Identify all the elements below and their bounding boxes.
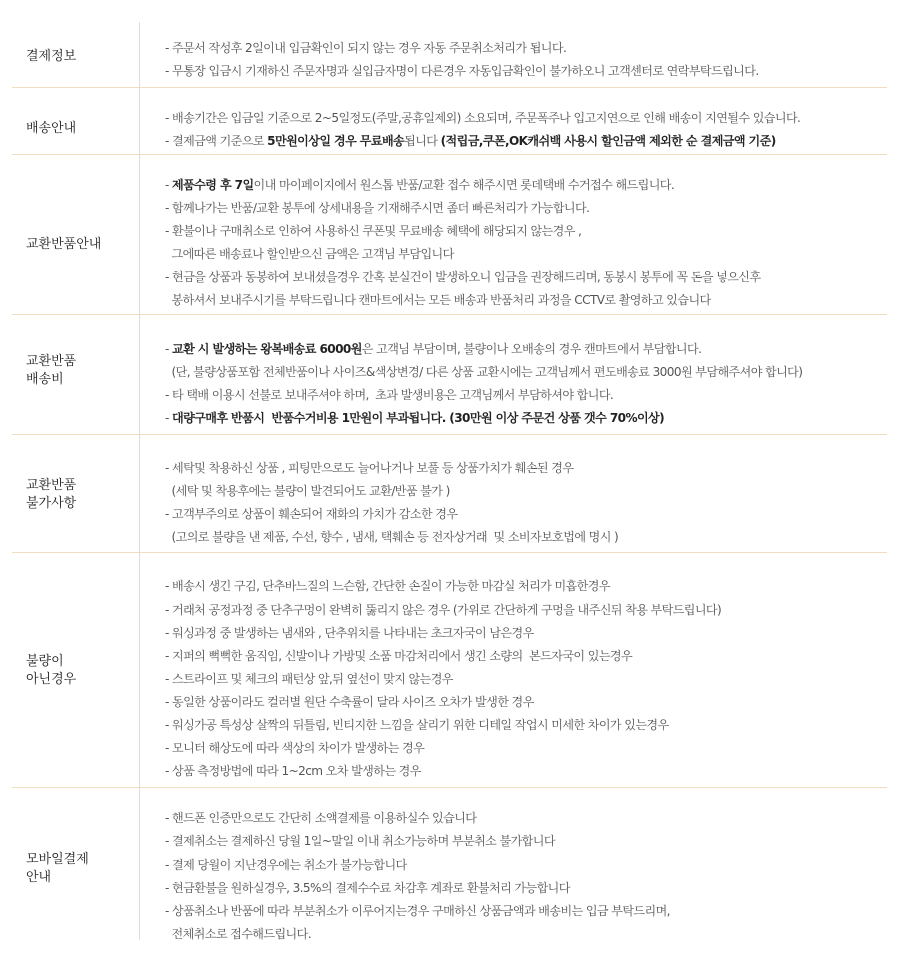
info-line: 전체취소로 접수해드립니다. — [165, 927, 311, 941]
info-line: - 현금을 상품과 동봉하여 보내셨을경우 간혹 분실건이 발생하오니 입금을 권장해드리며, 동봉시 봉투에 꼭 돈을 넣으신후 — [165, 270, 761, 284]
info-line: - 동일한 상품이라도 컬러별 원단 수축률이 달라 사이즈 오차가 발생한 경우 — [165, 695, 534, 709]
emphasis-text: 5만원이상일 경우 무료배송 — [267, 134, 405, 148]
emphasis-text: 대량구매후 반품시 반품수거비용 1만원이 부과됩니다. (30만원 이상 주문건 상품 갯수 70%이상) — [172, 411, 665, 425]
column-divider — [139, 87, 140, 154]
section-divider — [12, 154, 887, 155]
info-line: 그에따른 배송료나 할인받으신 금액은 고객님 부담입니다 — [165, 247, 454, 261]
info-text: - 결제금액 기준으로 — [165, 134, 268, 148]
column-divider — [139, 314, 140, 434]
column-divider — [139, 787, 140, 940]
info-line: - 주문서 작성후 2일이내 입금확인이 되지 않는 경우 자동 주문취소처리가 됩니다. — [165, 41, 567, 55]
info-text: - — [165, 342, 173, 356]
info-line: 봉하셔서 보내주시기를 부탁드립니다 캔마트에서는 모든 배송과 반품처리 과정을 CCTV로 촬영하고 있습니다 — [165, 293, 711, 307]
section-title: 배송안내 — [26, 121, 77, 136]
section-title: 불량이 아닌경우 — [26, 654, 77, 687]
info-line: - 함께나가는 반품/교환 봉투에 상세내용을 기재해주시면 좀더 빠른처리가 가능합니다. — [165, 201, 590, 215]
info-line: - 워싱과정 중 발생하는 냄새와 , 단추위치를 나타내는 초크자국이 남은경우 — [165, 626, 534, 640]
section-title: 결제정보 — [26, 49, 77, 64]
section-divider — [12, 787, 887, 788]
info-text: 이내 마이페이지에서 원스톱 반품/교환 접수 해주시면 롯데택배 수거접수 해드립니다. — [253, 178, 675, 192]
info-text: 은 고객님 부담이며, 불량이나 오배송의 경우 캔마트에서 부담합니다. — [361, 342, 702, 356]
emphasis-text: 제품수령 후 7일 — [172, 178, 254, 192]
info-line: - 지퍼의 뻑뻑한 움직임, 신발이나 가방및 소품 마감처리에서 생긴 소량의 본드자국이 있는경우 — [165, 649, 633, 663]
info-line: - 결제취소는 결제하신 당월 1일~말일 이내 취소가능하며 부분취소 불가합니다 — [165, 834, 555, 848]
info-line: - 핸드폰 인증만으로도 간단히 소액결제를 이용하실수 있습니다 — [165, 811, 477, 825]
column-divider — [139, 22, 140, 87]
section-title: 모바일결제 안내 — [26, 852, 89, 885]
info-line — [165, 410, 664, 427]
emphasis-text: (적립금,쿠폰,OK캐쉬백 사용시 할인금액 제외한 순 결제금액 기준) — [440, 134, 776, 148]
info-line: - 거래처 공정과정 중 단추구멍이 완벽히 뚫리지 않은 경우 (가위로 간단하게 구멍을 내주신뒤 착용 부탁드립니다) — [165, 603, 722, 617]
section-divider — [12, 552, 887, 553]
info-line: - 배송시 생긴 구김, 단추바느질의 느슨함, 간단한 손질이 가능한 마감실 처리가 미흡한경우 — [165, 579, 610, 593]
section-title: 교환반품 불가사항 — [26, 478, 77, 511]
section-divider — [12, 314, 887, 315]
info-line: (고의로 불량을 낸 제품, 수선, 향수 , 냄새, 택훼손 등 전자상거래 및 소비자보호법에 명시 ) — [165, 530, 619, 544]
info-line: - 워싱가공 특성상 살짝의 뒤틀림, 빈티지한 느낌을 살리기 위한 디테일 작업시 미세한 차이가 있는경우 — [165, 718, 669, 732]
emphasis-text: 교환 시 발생하는 왕복배송료 6000원 — [172, 342, 362, 356]
info-text: - — [165, 411, 173, 425]
column-divider — [139, 552, 140, 787]
info-line — [165, 341, 701, 358]
section-divider — [12, 434, 887, 435]
info-line: - 고객부주의로 상품이 훼손되어 재화의 가치가 감소한 경우 — [165, 507, 458, 521]
section-title: 교환반품 배송비 — [26, 354, 77, 387]
section-title: 교환반품안내 — [26, 237, 102, 252]
info-line: - 무통장 입금시 기재하신 주문자명과 실입금자명이 다른경우 자동입금확인이 불가하오니 고객센터로 연락부탁드립니다. — [165, 64, 759, 78]
column-divider — [139, 434, 140, 552]
info-line: - 상품 측정방법에 따라 1~2cm 오차 발생하는 경우 — [165, 764, 421, 778]
info-line: (단, 불량상품포함 전체반품이나 사이즈&색상변경/ 다른 상품 교환시에는 고객님께서 편도배송료 3000원 부담해주셔야 합니다) — [165, 365, 803, 379]
info-line: - 세탁및 착용하신 상품 , 피팅만으로도 늘어나거나 보풀 등 상품가치가 훼손된 경우 — [165, 461, 574, 475]
info-line: - 환불이나 구매취소로 인하여 사용하신 쿠폰및 무료배송 혜택에 해당되지 않는경우 , — [165, 224, 582, 238]
info-line: - 배송기간은 입금일 기준으로 2~5일정도(주말,공휴일제외) 소요되며, 주문폭주나 입고지연으로 인해 배송이 지연될수 있습니다. — [165, 111, 801, 125]
info-line: - 모니터 해상도에 따라 색상의 차이가 발생하는 경우 — [165, 741, 425, 755]
info-text: - — [165, 178, 173, 192]
info-line: (세탁 및 착용후에는 불량이 발견되어도 교환/반품 불가 ) — [165, 484, 450, 498]
info-line: - 현금환불을 원하실경우, 3.5%의 결제수수료 차감후 계좌로 환불처리 가능합니다 — [165, 881, 570, 895]
column-divider — [139, 154, 140, 314]
info-line: - 스트라이프 및 체크의 패턴상 앞,뒤 옆선이 맞지 않는경우 — [165, 672, 453, 686]
info-line — [165, 133, 776, 150]
info-text: 됩니다 — [404, 134, 441, 148]
info-line: - 결제 당월이 지난경우에는 취소가 불가능합니다 — [165, 858, 407, 872]
info-line: - 타 택배 이용시 선불로 보내주셔야 하며, 초과 발생비용은 고객님께서 부담하셔야 합니다. — [165, 388, 614, 402]
info-line: - 상품취소나 반품에 따라 부분취소가 이루어지는경우 구매하신 상품금액과 배송비는 입금 부탁드리며, — [165, 904, 670, 918]
info-line — [165, 177, 674, 194]
section-divider — [12, 87, 887, 88]
